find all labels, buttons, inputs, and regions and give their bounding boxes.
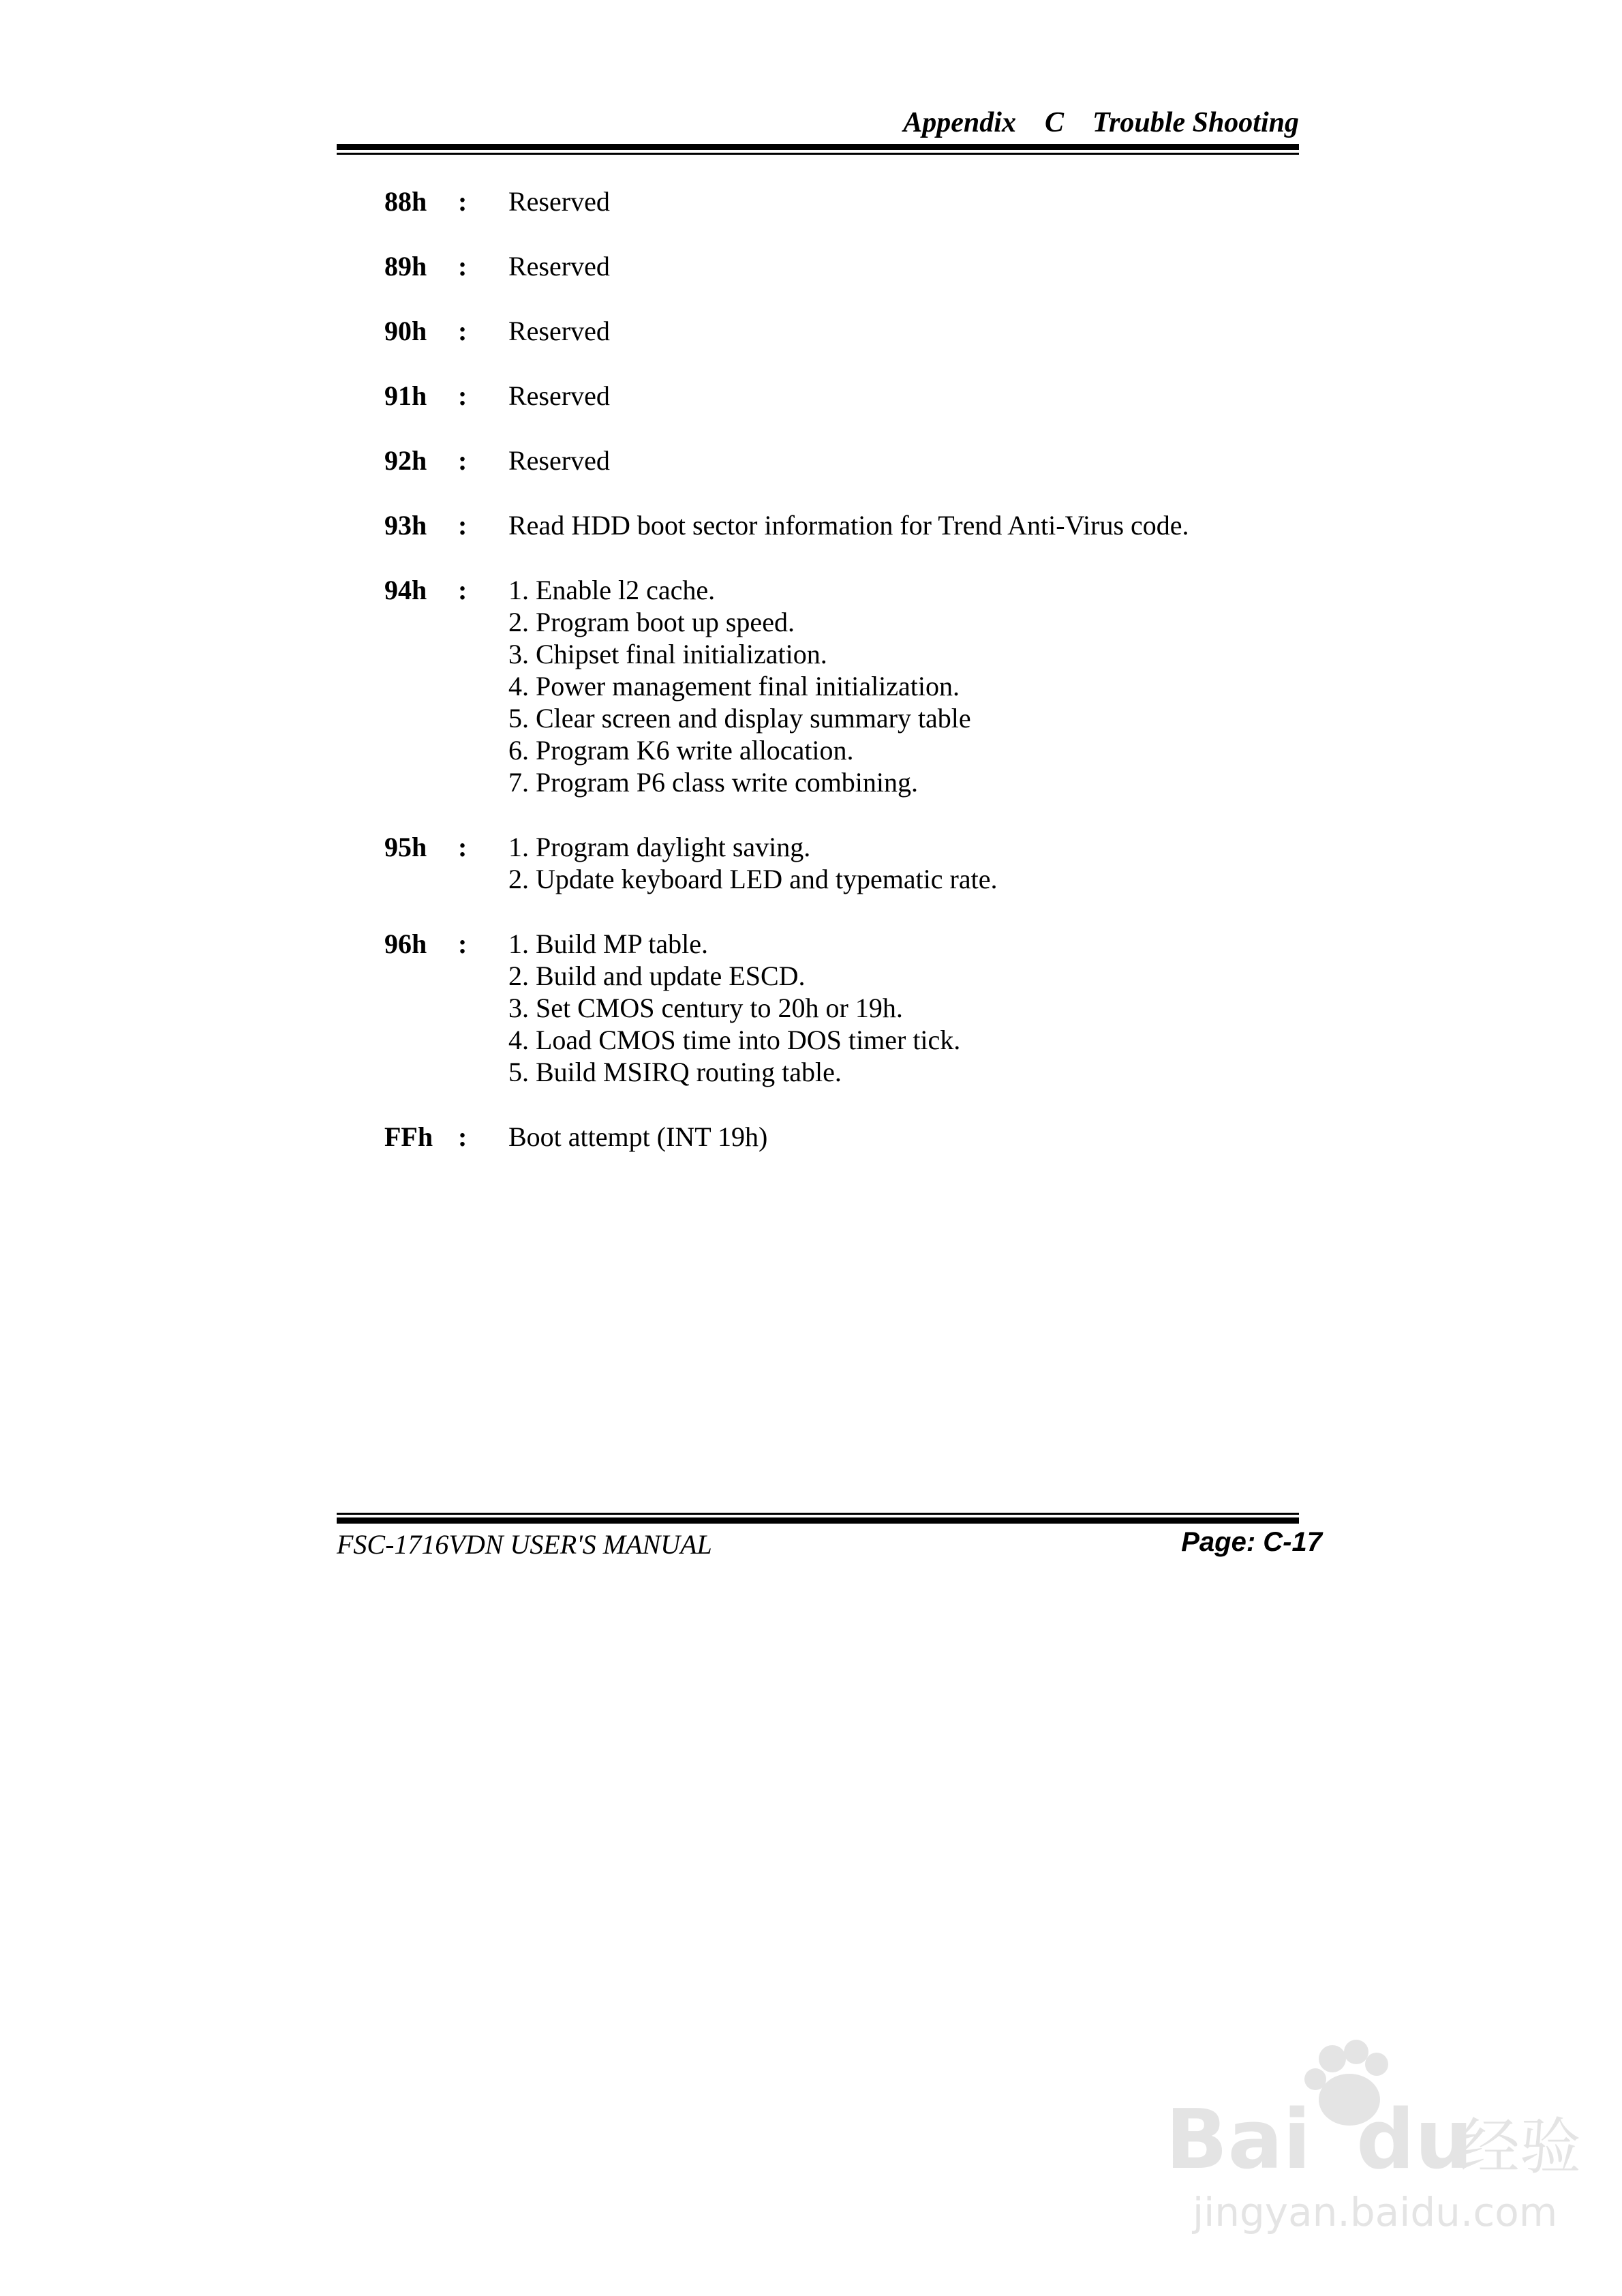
description-line: 4. Power management final initialization. [508, 671, 960, 701]
separator-colon: : [458, 1121, 468, 1152]
svg-text:经验: 经验 [1458, 2111, 1581, 2183]
post-code: 92h [384, 445, 427, 476]
description-line: Reserved [508, 380, 610, 411]
post-code-entry [384, 250, 1338, 282]
post-code-description [508, 509, 1189, 541]
post-code: 94h [384, 575, 427, 605]
description-line: Reserved [508, 445, 610, 476]
svg-text:du: du [1356, 2093, 1473, 2188]
post-code-entry [384, 315, 1338, 347]
post-code-entry [384, 185, 1338, 217]
post-code-description [508, 250, 610, 282]
footer-rule-thick [337, 1517, 1299, 1524]
separator-colon: : [458, 445, 468, 476]
description-line: 2. Program boot up speed. [508, 607, 795, 637]
description-line: 6. Program K6 write allocation. [508, 735, 854, 766]
separator-colon: : [458, 380, 468, 411]
post-code-entry [384, 380, 1338, 412]
separator-colon: : [458, 510, 468, 541]
separator-colon: : [458, 316, 468, 346]
separator-colon: : [458, 251, 468, 282]
post-code-entry [384, 1121, 1338, 1153]
post-code-entry [384, 928, 1338, 1088]
post-code: 91h [384, 380, 427, 411]
page-number: Page: C-17 [1181, 1527, 1322, 1557]
post-code-description [508, 831, 998, 895]
svg-text:jingyan.baidu.com: jingyan.baidu.com [1193, 2189, 1558, 2235]
header-letter: C [1044, 107, 1064, 138]
post-code-entry [384, 831, 1338, 895]
description-line: 5. Clear screen and display summary table [508, 703, 971, 734]
page-header [337, 102, 1299, 143]
description-line: 7. Program P6 class write combining. [508, 767, 919, 798]
separator-colon: : [458, 832, 468, 862]
description-line: Reserved [508, 251, 610, 282]
header-section: Appendix [903, 107, 1016, 138]
separator-colon: : [458, 928, 468, 959]
post-code: 96h [384, 928, 427, 959]
post-code-description [508, 380, 610, 412]
description-line: 1. Enable l2 cache. [508, 575, 716, 605]
description-line: 3. Chipset final initialization. [508, 639, 827, 669]
description-line: 4. Load CMOS time into DOS timer tick. [508, 1025, 961, 1055]
post-code-entry [384, 444, 1338, 477]
footer-rule-thin [337, 1513, 1299, 1515]
svg-text:Bai: Bai [1165, 2093, 1311, 2188]
post-code-description [508, 444, 610, 477]
baidu-watermark-logo [1152, 2031, 1581, 2236]
post-code: FFh [384, 1121, 433, 1152]
description-line: 1. Program daylight saving. [508, 832, 811, 862]
post-code: 90h [384, 316, 427, 346]
post-code-description [508, 928, 960, 1088]
manual-title: FSC-1716VDN USER'S MANUAL [337, 1529, 712, 1560]
header-rule-thick [337, 144, 1299, 150]
post-code: 89h [384, 251, 427, 282]
post-code-description [508, 185, 610, 217]
post-code-description [508, 574, 971, 798]
description-line: 2. Update keyboard LED and typematic rate. [508, 864, 998, 894]
header-rule-thin [337, 153, 1299, 155]
post-code-list [384, 185, 1338, 1185]
post-code: 95h [384, 832, 427, 862]
post-code-description [508, 315, 610, 347]
post-code-entry [384, 574, 1338, 798]
post-code: 88h [384, 186, 427, 217]
description-line: Reserved [508, 186, 610, 217]
header-title: Trouble Shooting [1092, 107, 1299, 138]
description-line: Read HDD boot sector information for Trend Anti-Virus code. [508, 510, 1189, 541]
description-line: Boot attempt (INT 19h) [508, 1121, 768, 1152]
post-code-description [508, 1121, 767, 1153]
description-line: 5. Build MSIRQ routing table. [508, 1057, 842, 1087]
description-line: 3. Set CMOS century to 20h or 19h. [508, 993, 903, 1023]
post-code: 93h [384, 510, 427, 541]
separator-colon: : [458, 186, 468, 217]
post-code-entry [384, 509, 1338, 541]
description-line: 2. Build and update ESCD. [508, 961, 806, 991]
description-line: 1. Build MP table. [508, 928, 708, 959]
separator-colon: : [458, 575, 468, 605]
description-line: Reserved [508, 316, 610, 346]
